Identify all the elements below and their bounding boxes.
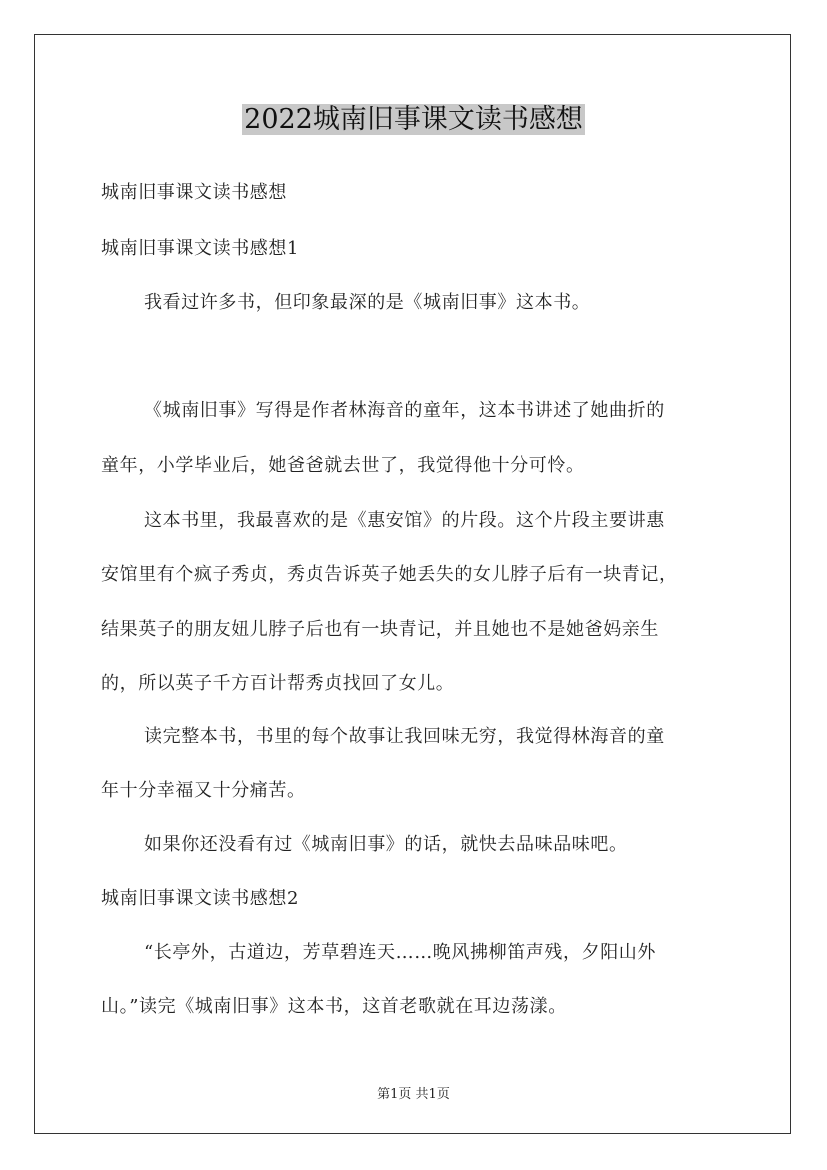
paragraph-line: 安馆里有个疯子秀贞，秀贞告诉英子她丢失的女儿脖子后有一块青记，	[101, 564, 678, 585]
paragraph-line: 的，所以英子千方百计帮秀贞找回了女儿。	[101, 673, 455, 694]
paragraph-line: 童年，小学毕业后，她爸爸就去世了，我觉得他十分可怜。	[101, 455, 585, 476]
paragraph-line: “长亭外，古道边，芳草碧连天……晚风拂柳笛声残，夕阳山外	[144, 942, 656, 963]
paragraph-line: 年十分幸福又十分痛苦。	[101, 780, 306, 801]
paragraph-line: 我看过许多书，但印象最深的是《城南旧事》这本书。	[144, 292, 591, 313]
document-subtitle: 城南旧事课文读书感想	[101, 182, 287, 203]
paragraph-line: 读完整本书，书里的每个故事让我回味无穷，我觉得林海音的童	[144, 726, 665, 747]
paragraph-line: 《城南旧事》写得是作者林海音的童年，这本书讲述了她曲折的	[144, 400, 665, 421]
paragraph-line: 结果英子的朋友妞儿脖子后也有一块青记，并且她也不是她爸妈亲生	[101, 619, 659, 640]
paragraph-line: 山。”读完《城南旧事》这本书，这首老歌就在耳边荡漾。	[101, 996, 567, 1017]
document-title: 2022城南旧事课文读书感想	[244, 104, 583, 135]
paragraph-line: 如果你还没看有过《城南旧事》的话，就快去品味品味吧。	[144, 834, 628, 855]
section-heading-1: 城南旧事课文读书感想1	[101, 238, 300, 259]
page-number: 第1页 共1页	[377, 1087, 450, 1102]
section-heading-2: 城南旧事课文读书感想2	[101, 888, 300, 909]
paragraph-line: 这本书里，我最喜欢的是《惠安馆》的片段。这个片段主要讲惠	[144, 510, 665, 531]
